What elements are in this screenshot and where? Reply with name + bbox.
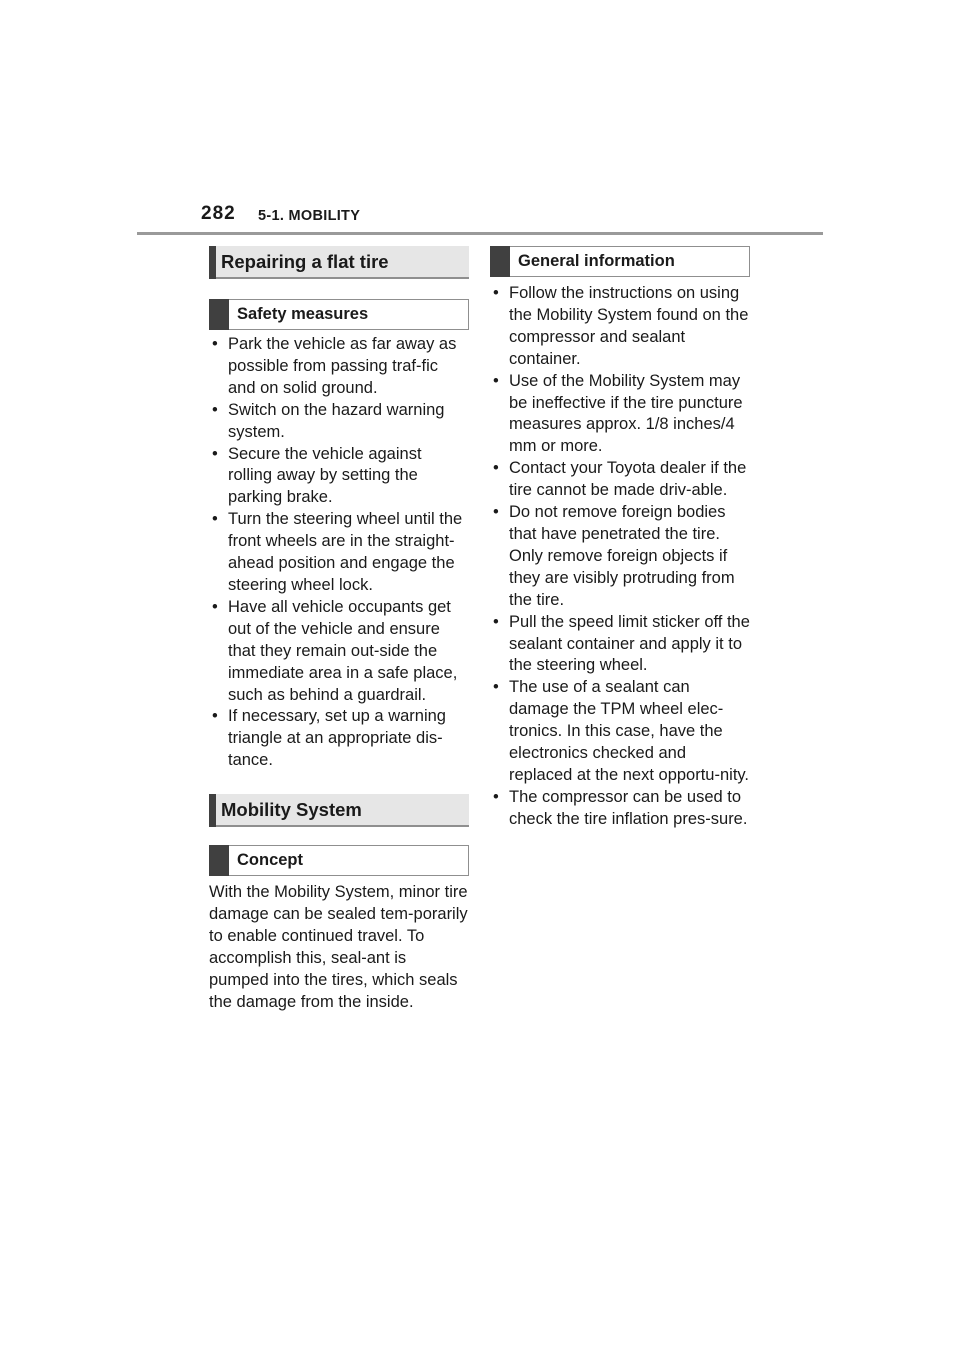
list-item: • If necessary, set up a warning triangle at an appropriate dis-tance. [209, 706, 469, 772]
list-item: • Use of the Mobility System may be ineffective if the tire puncture measures approx. 1/8 inches/4 mm or more. [490, 371, 750, 459]
heading-general-information [490, 246, 750, 277]
concept-paragraph: With the Mobility System, minor tire damage can be sealed tem-porarily to enable continued travel. To accomplish this, seal-ant is pumped into the tires, which seals the damage from the inside. [209, 883, 468, 1011]
heading-text: Concept [237, 851, 303, 870]
heading-concept [209, 845, 469, 876]
list-item: • The use of a sealant can damage the TPM wheel elec-tronics. In this case, have the electronics checked and replaced at the next opportu-nity. [490, 677, 750, 787]
safety-measures-list [209, 334, 469, 772]
list-item: • Turn the steering wheel until the front wheels are in the straight-ahead position and engage the steering wheel lock. [209, 509, 469, 597]
list-item: • Follow the instructions on using the Mobility System found on the compressor and sealant container. [490, 283, 750, 371]
list-item: • Have all vehicle occupants get out of the vehicle and ensure that they remain out-side the immediate area in a safe place, such as behind a guardrail. [209, 597, 469, 707]
list-item: • The compressor can be used to check the tire inflation pres-sure. [490, 787, 750, 831]
header-rule [137, 232, 823, 235]
list-item: • Pull the speed limit sticker off the sealant container and apply it to the steering wheel. [490, 612, 750, 678]
heading-text: General information [518, 252, 675, 270]
list-item: • Contact your Toyota dealer if the tire cannot be made driv-able. [490, 458, 750, 502]
general-information-list [490, 283, 750, 831]
list-item: • Secure the vehicle against rolling away by setting the parking brake. [209, 444, 469, 510]
heading-text: Mobility System [221, 798, 362, 820]
heading-safety-measures [209, 299, 469, 330]
list-item: • Switch on the hazard warning system. [209, 400, 469, 444]
heading-text: Safety measures [237, 305, 369, 323]
heading-mobility-system [209, 794, 469, 827]
page-number: 282 [201, 203, 236, 224]
list-item: • Do not remove foreign bodies that have penetrated the tire. Only remove foreign objects if they are visibly protruding from the tire. [490, 502, 750, 612]
section-label: 5-1. MOBILITY [258, 208, 361, 224]
heading-text: Repairing a flat tire [221, 250, 389, 272]
right-column [490, 246, 750, 831]
list-item: • Park the vehicle as far away as possible from passing traf-fic and on solid ground. [209, 334, 469, 400]
left-column [209, 246, 469, 1014]
heading-repairing-flat-tire [209, 246, 469, 279]
